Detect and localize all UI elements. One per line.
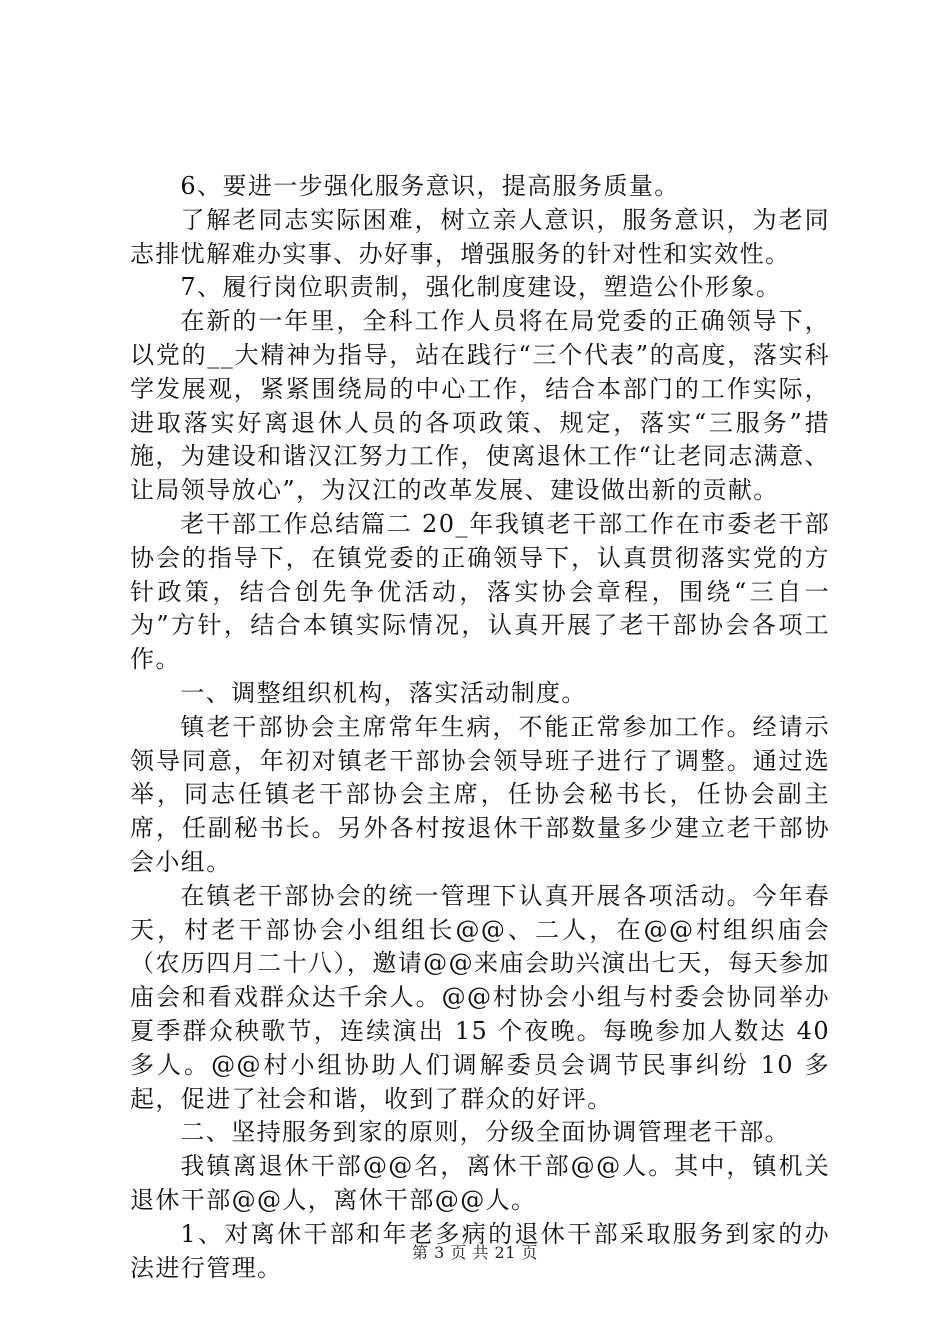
page-number-footer: 第 3 页 共 21 页	[412, 1243, 538, 1262]
paragraph: 镇老干部协会主席常年生病，不能正常参加工作。经请示领导同意，年初对镇老干部协会领导班子进行了调整。通过选举，同志任镇老干部协会主席，任协会秘书长，任协会副主席，任副秘书长。另外各村按退休干部数量多少建立老干部协会小组。	[130, 712, 830, 876]
document-body	[130, 170, 830, 1285]
section-heading: 一、调整组织机构，落实活动制度。	[180, 678, 587, 707]
paragraph: 了解老同志实际困难，树立亲人意识，服务意识，为老同志排忧解难办实事、办好事，增强服务的针对性和实效性。	[130, 205, 830, 268]
paragraph: 老干部工作总结篇二 20_年我镇老干部工作在市委老干部协会的指导下，在镇党委的正确领导下，认真贯彻落实党的方针政策，结合创先争优活动，落实协会章程，围绕“三自一为”方针，结合本镇实际情况，认真开展了老干部协会各项工作。	[130, 509, 830, 674]
paragraph: 在新的一年里，全科工作人员将在局党委的正确领导下，以党的__大精神为指导，站在践行“三个代表”的高度，落实科学发展观，紧紧围绕局的中心工作，结合本部门的工作实际，进取落实好离退休人员的各项政策、规定，落实“三服务”措施，为建设和谐汉江努力工作，使离退休工作“让老同志满意、让局领导放心”，为汉江的改革发展、建设做出新的贡献。	[130, 307, 830, 505]
section-heading: 二、坚持服务到家的原则，分级全面协调管理老干部。	[180, 1118, 790, 1147]
paragraph: 7、履行岗位职责制，强化制度建设，塑造公仆形象。	[180, 273, 782, 302]
paragraph: 6、要进一步强化服务意识，提高服务质量。	[180, 172, 680, 200]
paragraph: 1、对离休干部和年老多病的退休干部采取服务到家的办法进行管理。	[130, 1219, 830, 1282]
paragraph: 在镇老干部协会的统一管理下认真开展各项活动。今年春天，村老干部协会小组组长@@、二人，在@@村组织庙会（农历四月二十八），邀请@@来庙会助兴演出七天，每天参加庙会和看戏群众达千余人。@@村协会小组与村委会协同举办夏季群众秧歌节，连续演出 15 个夜晚。每晚参加人数达 40 多人。@@村小组协助人们调解委员会调节民事纠纷 10 多起，促进了社会和谐，收到了群众的好评。	[130, 881, 830, 1113]
paragraph: 我镇离退休干部@@名，离休干部@@人。其中，镇机关退休干部@@人，离休干部@@人。	[130, 1152, 830, 1214]
